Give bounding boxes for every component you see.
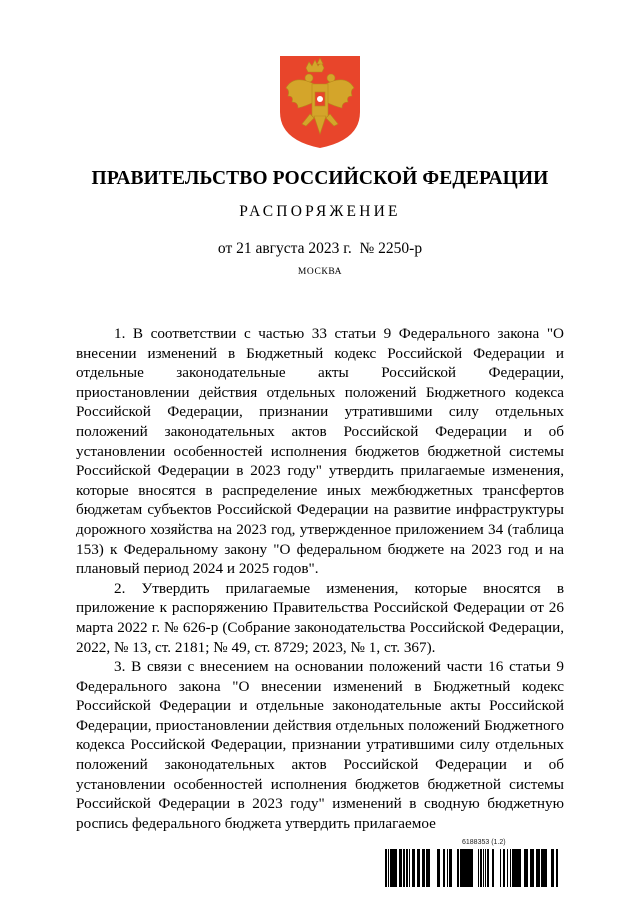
paragraph-2: 2. Утвердить прилагаемые изменения, которые вносятся в приложение к распоряжению Правительства Российской Федерации от 26 марта 2022 г. № 626-р (Собрание законодательства Российской Федерации, 2022, № 13, ст. 2181; № 49, ст. 8729; 2023, № 1, ст. 367). bbox=[76, 579, 564, 656]
barcode-icon bbox=[384, 849, 566, 887]
paragraph-1: 1. В соответствии с частью 33 статьи 9 Федерального закона "О внесении изменений в Бюджетный кодекс Российской Федерации и отдельные законодательные акты Российской Федерации, приостановлении действия отдельных положений Бюджетного кодекса Российской Федерации, признании утратившими силу отдельных положений законодательных актов Российской Федерации и об установлении особенностей исполнения бюджетов бюджетной системы Российской Федерации в 2023 году" утвердить прилагаемые изменения, которые вносятся в распределение иных межбюджетных трансфертов бюджетам субъектов Российской Федерации на развитие инфраструктуры дорожного хозяйства на 2023 год, утвержденное приложением 34 (таблица 153) к Федеральному закону "О федеральном бюджете на 2023 год и на плановый период 2024 и 2025 годов". bbox=[76, 325, 564, 578]
state-emblem-icon bbox=[276, 54, 364, 150]
barcode-caption: 6188353 (1.2) bbox=[462, 839, 506, 846]
document-barcode bbox=[384, 839, 566, 889]
paragraph-3: 3. В связи с внесением на основании положений части 16 статьи 9 Федерального закона "О внесении изменений в Бюджетный кодекс Российской Федерации и отдельные законодательные акты Российской Федерации, приостановлении действия отдельных положений Бюджетного кодекса Российской Федерации, признании утратившими силу отдельных положений законодательных актов Российской Федерации и об установлении особенностей исполнения бюджетов бюджетной системы Российской Федерации в 2023 году" изменений в сводную бюджетную роспись федерального бюджета утвердить прилагаемое bbox=[76, 658, 564, 832]
document-date-number: от 21 августа 2023 г. № 2250-р bbox=[217, 240, 423, 257]
document-type: РАСПОРЯЖЕНИЕ bbox=[239, 203, 401, 220]
document-city: МОСКВА bbox=[297, 267, 343, 277]
government-title: ПРАВИТЕЛЬСТВО РОССИЙСКОЙ ФЕДЕРАЦИИ bbox=[91, 168, 549, 189]
document-body bbox=[76, 324, 564, 833]
